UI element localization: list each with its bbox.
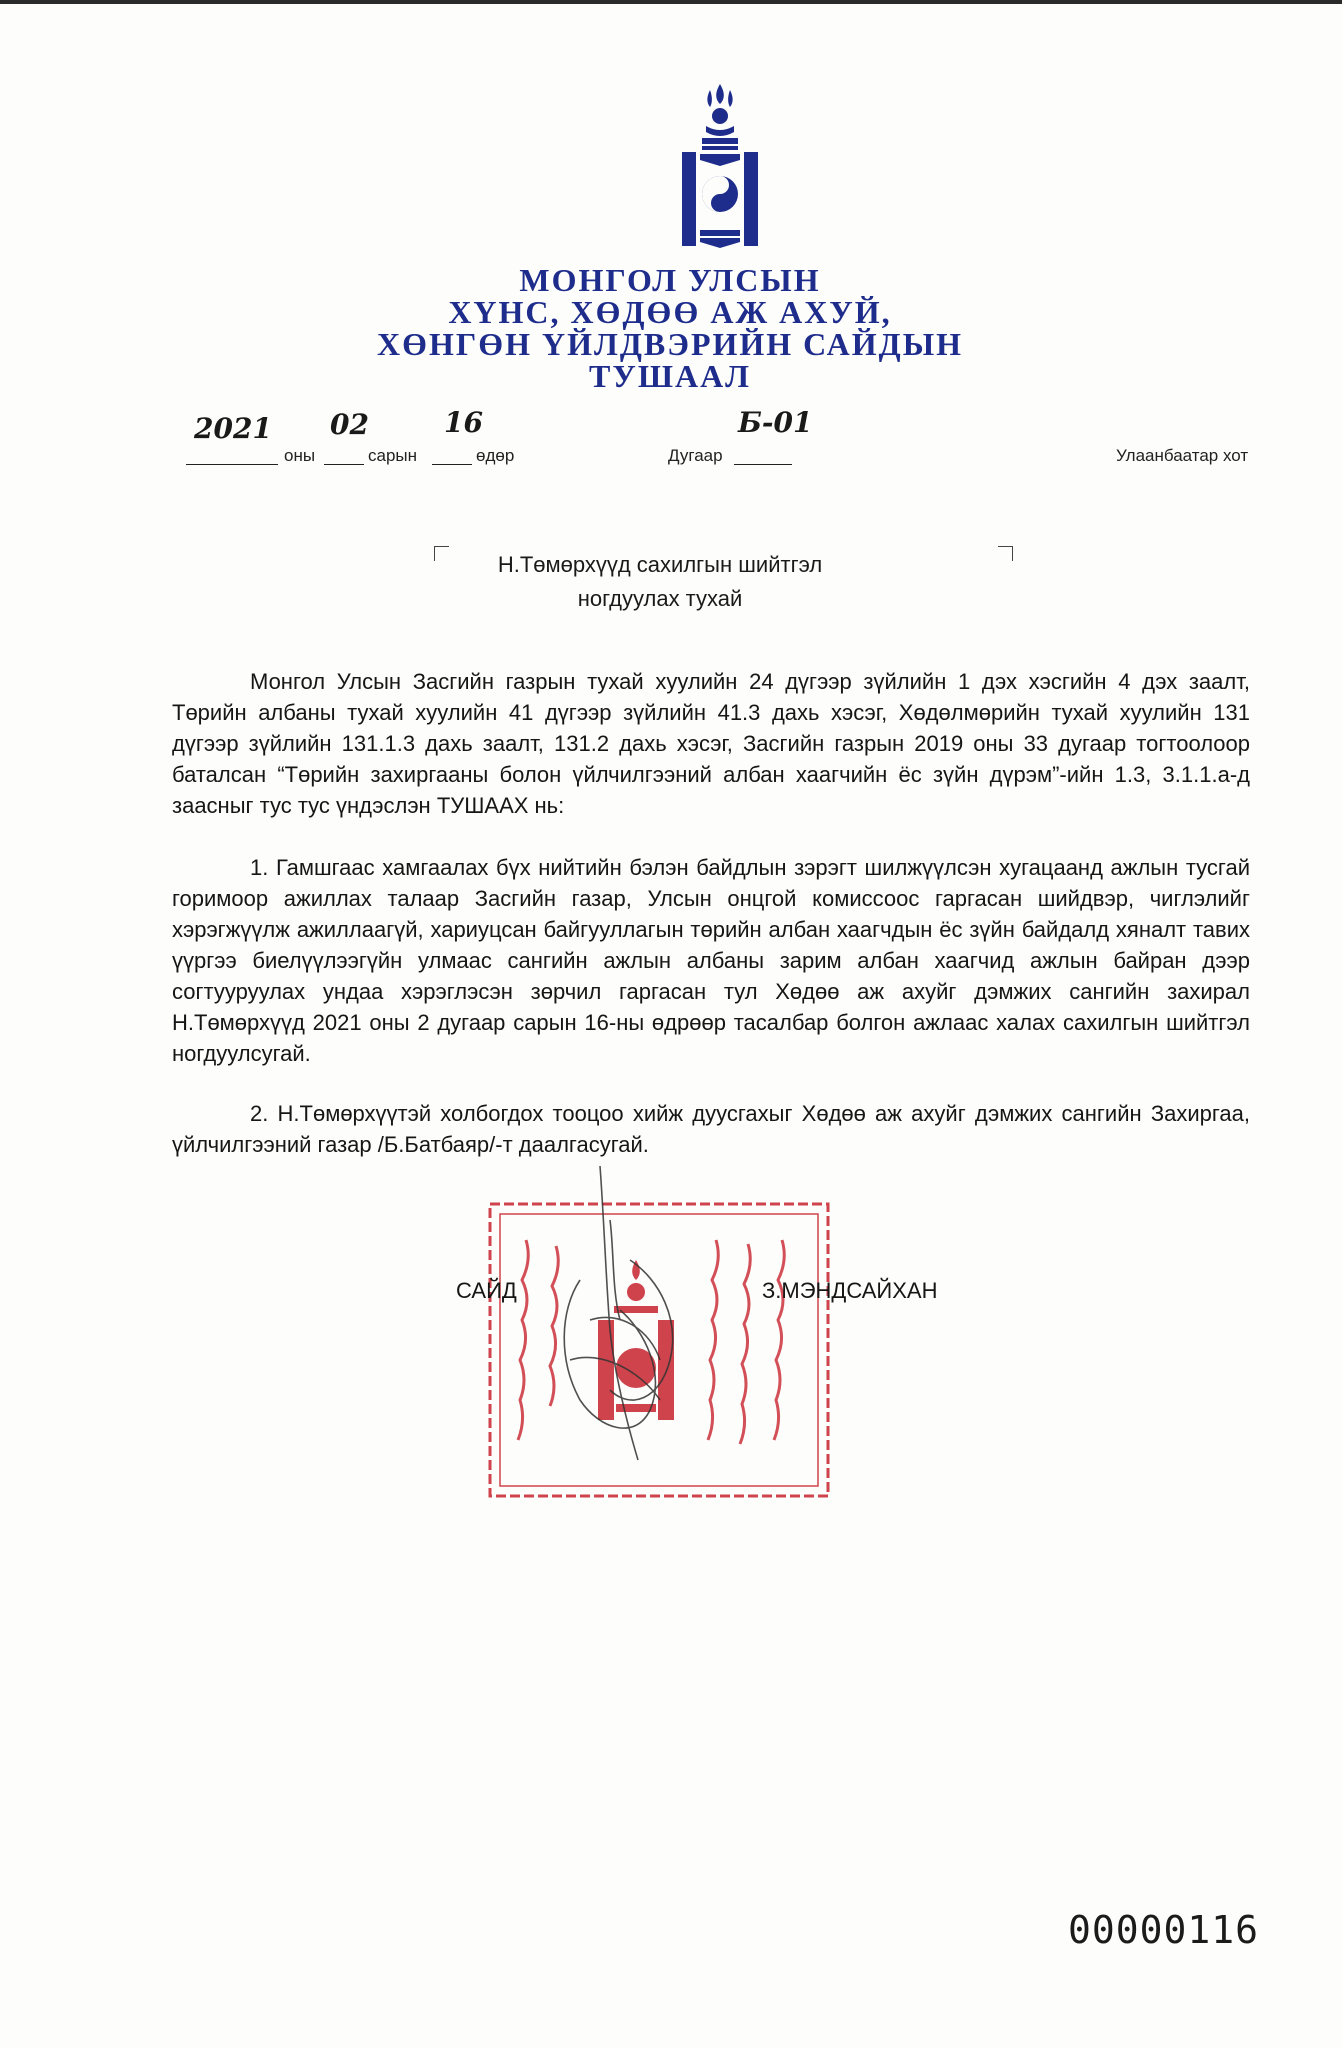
year-blank-line — [186, 464, 278, 465]
handwritten-number: Б-01 — [738, 406, 813, 439]
order-subject — [440, 548, 880, 616]
page-top-edge — [0, 0, 1342, 4]
handwritten-day: 16 — [444, 406, 483, 439]
day-label: өдөр — [476, 446, 515, 465]
subject-line-2: ногдуулах тухай — [577, 586, 743, 611]
preamble-paragraph: Монгол Улсын Засгийн газрын тухай хуулийн 24 дүгээр зүйлийн 1 дэх хэсгийн 4 дэх заалт, Төрийн албаны тухай хуулийн 41 дүгээр зүйлийн 41.3 дахь хэсэг, Хөдөлмөрийн тухай хуулийн 131 дүгээр зүйлийн 131.1.3 дахь заалт, 131.2 дахь хэсэг, Засгийн газрын 2019 оны 33 дугаар тогтоолоор баталсан “Төрийн захиргааны болон үйлчилгээний албан хаагчийн ёс зүйн дүрэм”-ийн 1.3, 3.1.1.а-д заасныг тус тус үндэслэн ТУШААХ нь: — [172, 669, 1250, 818]
number-blank-line — [734, 464, 792, 465]
document-meta-line — [0, 406, 1342, 472]
handwritten-signature — [540, 1160, 700, 1490]
header-title-line-1: МОНГОЛ УЛСЫН — [519, 262, 821, 298]
order-item-1: 1. Гамшгаас хамгаалах бүх нийтийн бэлэн байдлын зэрэгт шилжүүлсэн хугацаанд ажлын тусгай горимоор ажиллах талаар Засгийн газар, Улсын онцгой комиссоос гаргасан шийдвэр, чиглэлийг хэрэгжүүлж ажиллаагүй, хариуцсан байгууллагын төрийн албан хаагчдын ёс зүйн байдалд хяналт тавих үүргээ биелүүлээгүйн улмаас сангийн ажлын албаны зарим албан хаагчид ажлын байран дээр согтууруулах ундаа хэрэглэсэн зөрчил гаргасан тул Хөдөө аж ахуйг дэмжих сангийн захирал Н.Төмөрхүүд 2021 оны 2 дугаар сарын 16-ны өдрөөр тасалбар болгон ажлаас халах сахилгын шийтгэл ногдуулсугай. — [172, 855, 1250, 1066]
subject-line-1: Н.Төмөрхүүд сахилгын шийтгэл — [497, 552, 823, 577]
city-label: Улаанбаатар хот — [1116, 446, 1249, 465]
number-label: Дугаар — [668, 446, 723, 465]
order-item-2: 2. Н.Төмөрхүүтэй холбогдох тооцоо хийж дуусгахыг Хөдөө аж ахуйг дэмжих сангийн Захиргаа, үйлчилгээний газар /Б.Батбаяр/-т даалгасугай. — [172, 1101, 1250, 1157]
handwritten-month: 02 — [330, 408, 369, 441]
document-serial-number: 00000116 — [1068, 1908, 1260, 1952]
header-title-line-4: ТУШААЛ — [588, 358, 752, 394]
handwritten-year: 2021 — [194, 412, 272, 445]
header-title-line-2: ХҮНС, ХӨДӨӨ АЖ АХУЙ, — [448, 294, 892, 330]
signatory-name: З.МЭНДСАЙХАН — [762, 1278, 938, 1303]
state-emblem-icon — [680, 82, 760, 250]
signatory-title: САЙД — [456, 1278, 517, 1303]
month-label: сарын — [368, 446, 418, 465]
header-title-line-3: ХӨНГӨН ҮЙЛДВЭРИЙН САЙДЫН — [377, 326, 963, 362]
day-blank-line — [432, 464, 472, 465]
month-blank-line — [324, 464, 364, 465]
year-label: оны — [284, 446, 316, 465]
subject-corner-right — [998, 546, 1013, 561]
